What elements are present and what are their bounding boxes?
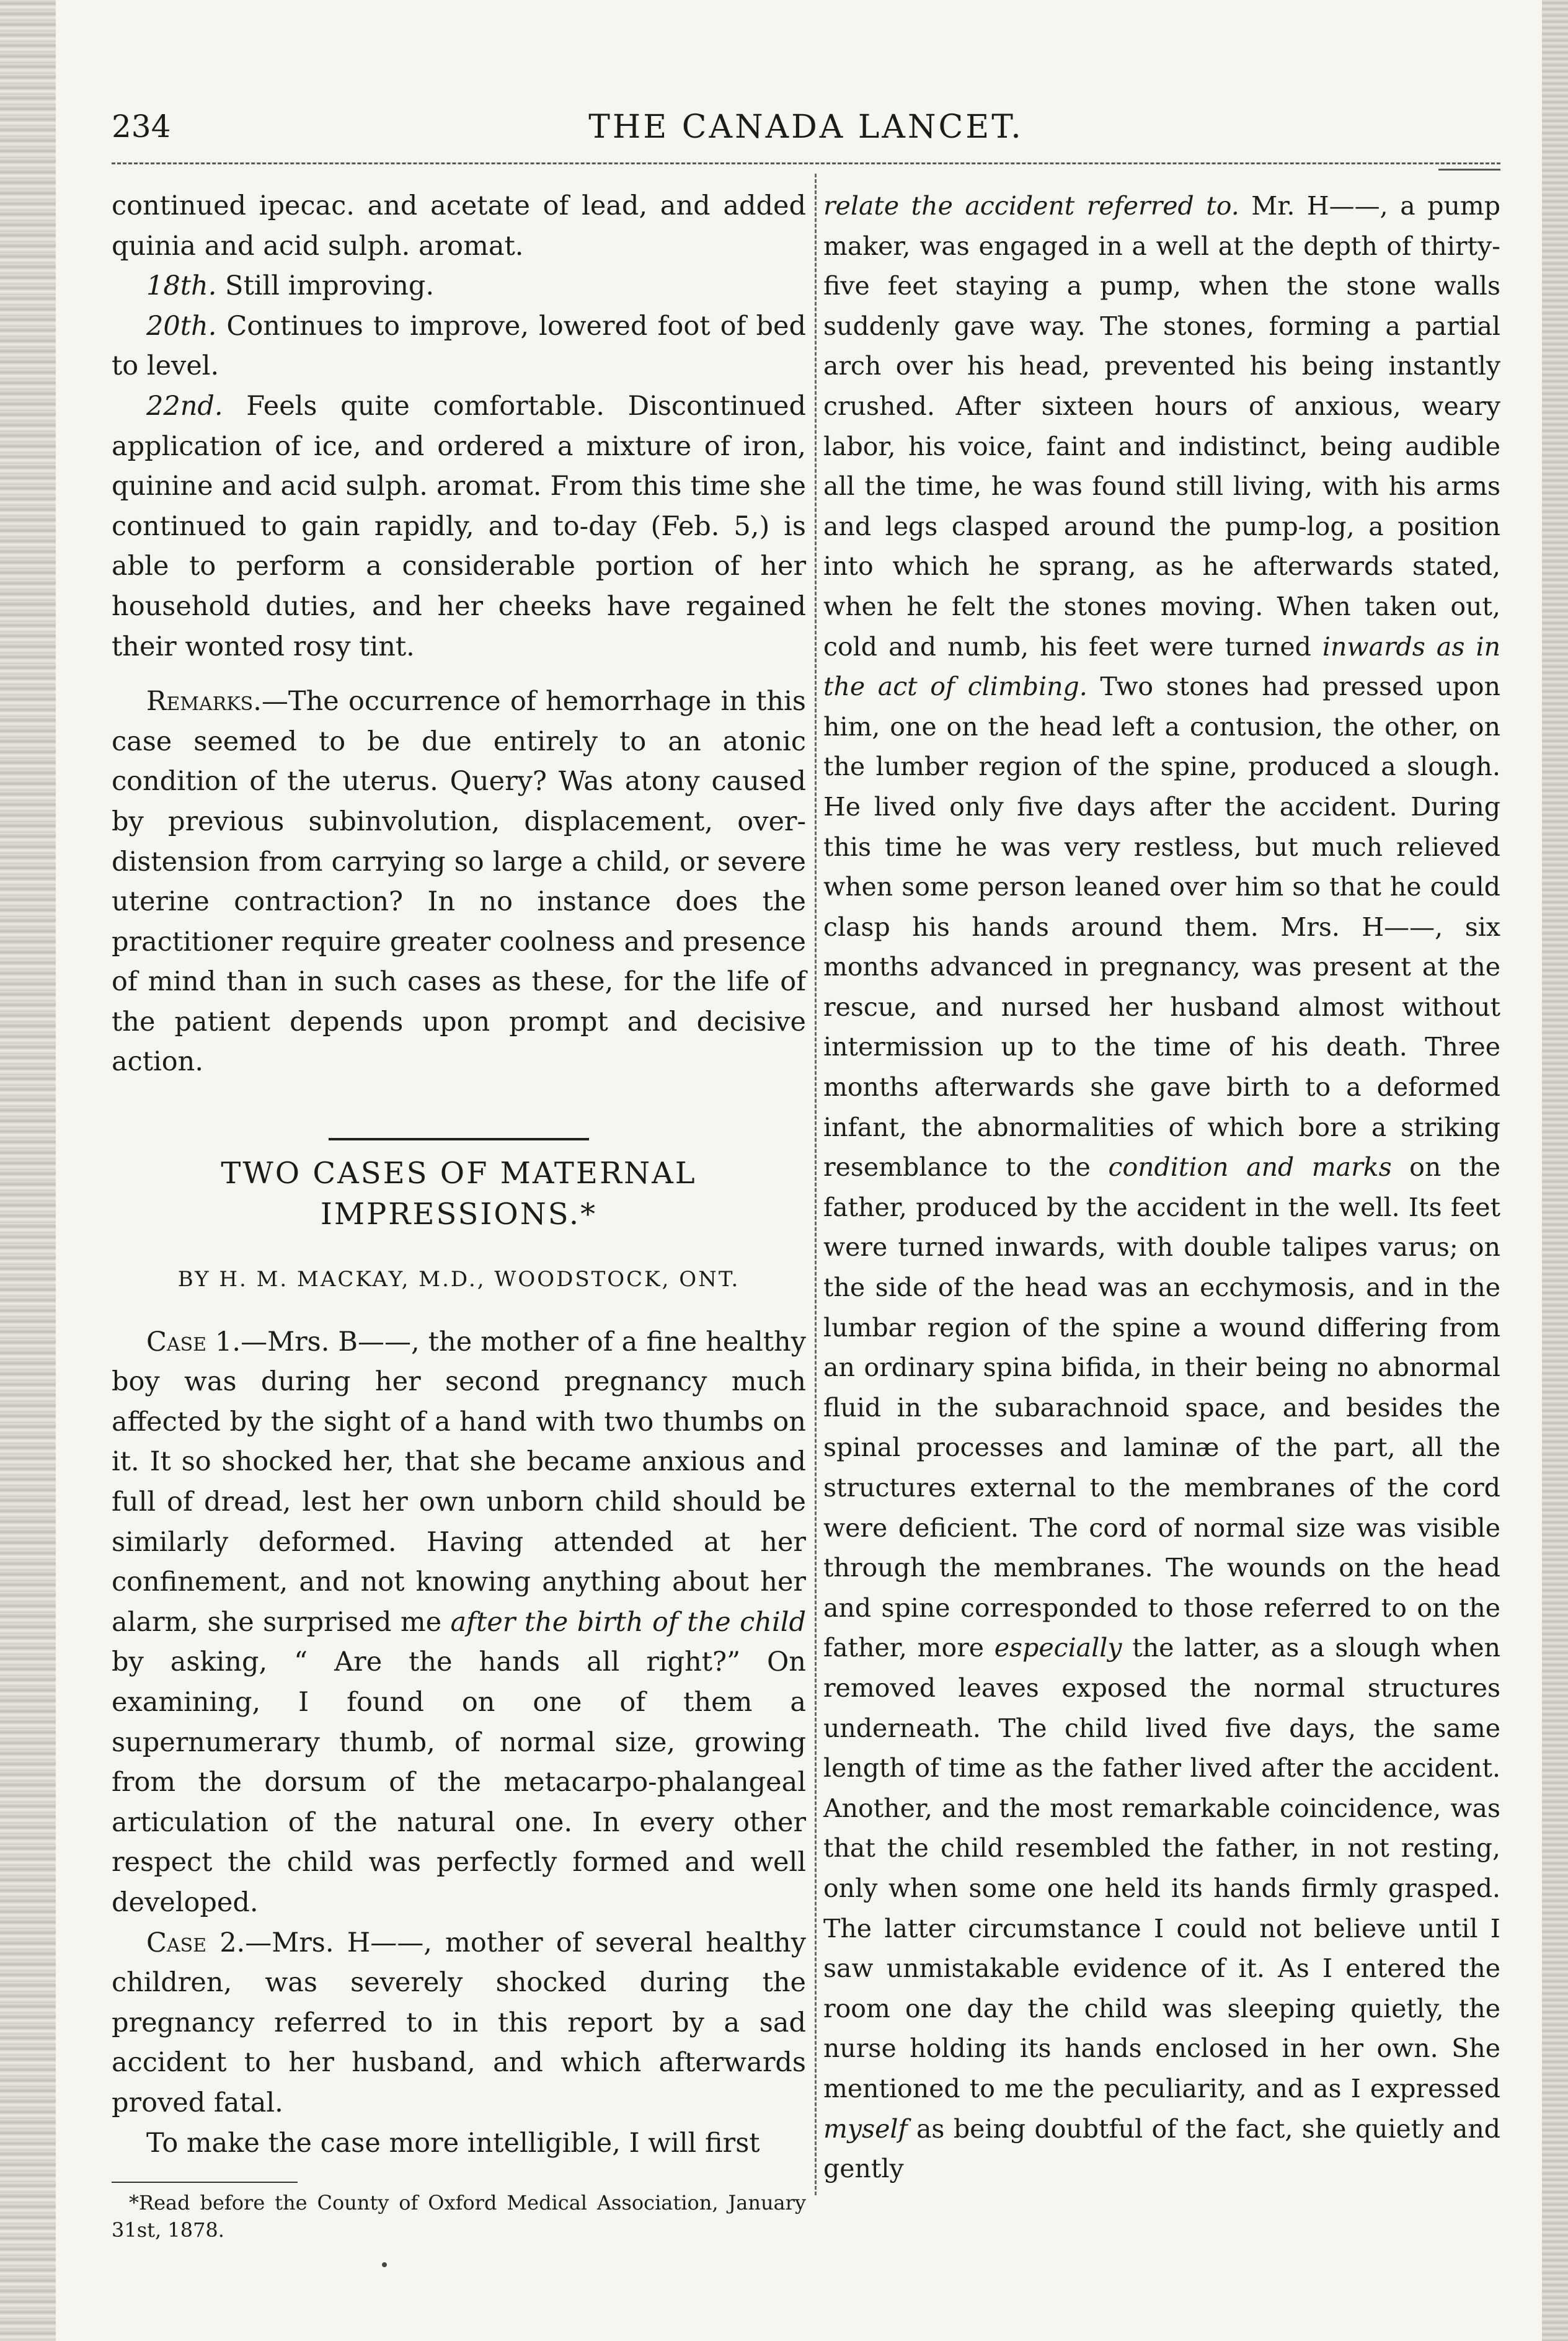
case1-text-a: —Mrs. B——, the mother of a fine healthy boy was during her second pregnancy much affected by the sight of a hand with two thumbs on it. It so shocked her, that she became anxious and full of dread, lest her own unborn child should be similarly deformed. Having attended at her confinement, and not knowing anything about her alarm, she surprised me (112, 1326, 806, 1638)
case2-text: —Mrs. H——, mother of several healthy children, was severely shocked during the pregnancy referred to in this report by a sad accident to her husband, and which afterwards proved fatal. (112, 1927, 806, 2118)
accident-text-f: as being doubtful of the fact, she quietly and gently (823, 2113, 1500, 2184)
article-byline: BY H. M. MACKAY, M.D., WOODSTOCK, ONT. (177, 1267, 740, 1292)
accident-text-d: on the father, produced by the accident in the well. Its feet were turned inwards, with double talipes varus; on the side of the head was an ecchymosis, and in the lumbar region of the spine a wound differing from an ordinary spina bifida, in their being no abnormal fluid in the subarachnoid space, and besides the spinal processes and laminæ of the part, all the structures external to the membranes of the cord were deficient. The cord of normal size was visible through the membranes. The wounds on the head and spine corresponded to those referred to on the father, more (823, 1152, 1500, 1663)
paragraph-case-1 (112, 1322, 806, 1923)
date-22nd: 22nd. (146, 390, 223, 422)
article-title (112, 1153, 806, 1235)
text-22nd: Feels quite comfortable. Discontinued application of ice, and ordered a mixture of iron, quinine and acid sulph. aromat. From this time she continued to gain rapidly, and to-day (Feb. 5,) is able to perform a considerable portion of her household duties, and her cheeks have regained their wonted rosy tint. (112, 390, 806, 662)
accident-italic-condition: condition and marks (1108, 1152, 1392, 1183)
page-header (112, 109, 1500, 158)
remarks-label: Remarks. (146, 686, 262, 717)
accident-text-b: Mr. H——, a pump maker, was engaged in a well at the depth of thirty-five feet staying a pump, when the stone walls suddenly gave way. The stones, forming a partial arch over his head, prevented his being instantly crushed. After sixteen hours of anxious, weary labor, his voice, faint and indistinct, being audible all the time, he was found still living, with his arms and legs clasped around the pump-log, a position into which he sprang, as he afterwards stated, when he felt the stones moving. When taken out, cold and numb, his feet were turned (823, 191, 1500, 662)
header-rule-end (1438, 169, 1500, 171)
paragraph-continued: continued ipecac. and acetate of lead, and added quinia and acid sulph. aromat. (112, 190, 806, 262)
paragraph-case-2 (112, 1923, 806, 2123)
case1-label: Case 1. (146, 1326, 241, 1357)
column-divider (815, 174, 817, 2195)
accident-italic-myself: myself (823, 2113, 908, 2144)
right-column (823, 186, 1500, 2189)
article-title-line2: IMPRESSIONS.* (320, 1197, 598, 1232)
paragraph-18th (112, 266, 806, 306)
text-18th: Still improving. (216, 270, 435, 302)
paragraph-accident (823, 186, 1500, 2189)
case2-label: Case 2. (146, 1927, 246, 1958)
accident-italic-lead: relate the accident referred to. (823, 191, 1239, 221)
case1-italic: after the birth of the child (450, 1606, 806, 1638)
paragraph-intelligible: To make the case more intelligible, I will first (146, 2127, 760, 2159)
section-ornament (112, 1097, 806, 1132)
date-20th: 20th. (146, 310, 217, 342)
page-right-edge (1542, 0, 1568, 2341)
page-number: 234 (112, 109, 171, 144)
footnote: *Read before the County of Oxford Medical Association, January 31st, 1878. (112, 2191, 806, 2242)
text-20th: Continues to improve, lowered foot of bed to level. (112, 310, 806, 382)
article-title-line1: TWO CASES OF MATERNAL (221, 1156, 697, 1191)
accident-text-c: Two stones had pressed upon him, one on the head left a contusion, the other, on the lumber region of the spine, produced a slough. He lived only five days after the accident. During this time he was very restless, but much relieved when some person leaned over him so that he could clasp his hands around them. Mrs. H——, six months advanced in pregnancy, was present at the rescue, and nursed her husband almost without intermission up to the time of his death. Three months afterwards she gave birth to a deformed infant, the abnormalities of which bore a striking resemblance to the (823, 672, 1500, 1183)
paragraph-22nd (112, 386, 806, 667)
ink-smudge (382, 2262, 387, 2267)
book-binding-edge (0, 0, 56, 2341)
remarks-text: —The occurrence of hemorrhage in this case seemed to be due entirely to an atonic condition of the uterus. Query? Was atony caused by previous subinvolution, displacement, over-distension from carrying so large a child, or severe uterine contraction? In no instance does the practitioner require greater coolness and presence of mind than in such cases as these, for the life of the patient depends upon prompt and decisive action. (112, 686, 806, 1078)
journal-title: THE CANADA LANCET. (588, 109, 1024, 146)
footnote-rule (112, 2182, 298, 2183)
accident-italic-especially: especially (994, 1633, 1122, 1663)
accident-italic-climbing: inwards as in the act of climbing. (823, 631, 1500, 702)
paragraph-remarks (112, 682, 806, 1082)
paragraph-20th (112, 306, 806, 386)
left-column (112, 186, 806, 2244)
accident-text-e: the latter, as a slough when removed leaves exposed the normal structures underneath. The child lived five days, the same length of time as the father lived after the accident. Another, and the most remarkable coincidence, was that the child resembled the father, in not resting, only when some one held its hands firmly grasped. The latter circumstance I could not believe until I saw unmistakable evidence of it. As I entered the room one day the child was sleeping quietly, the nurse holding its hands enclosed in her own. She mentioned to me the peculiarity, and as I expressed (823, 1633, 1500, 2103)
header-rule (112, 162, 1500, 164)
case1-text-b: by asking, “ Are the hands all right?” On examining, I found on one of them a supernumerary thumb, of normal size, growing from the dorsum of the metacarpo-phalangeal articulation of the natural one. In every other respect the child was perfectly formed and well developed. (112, 1646, 806, 1918)
date-18th: 18th. (146, 270, 217, 302)
